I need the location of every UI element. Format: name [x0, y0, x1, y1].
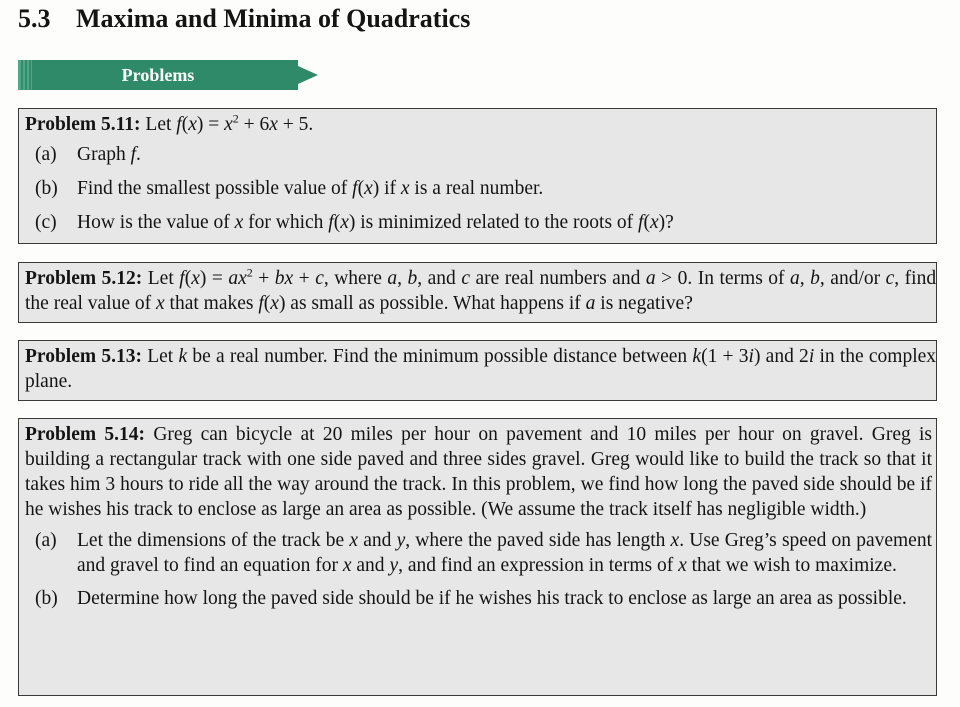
part-text: Graph f. — [77, 144, 141, 165]
problem-statement: Let $f(x) = ax^2$ + bx + c, where a, b, and c are real numbers and a > 0. In terms of a, b, and/or c, find the real value of x that makes f(x) as small as possible. What happens if a is negative? — [25, 265, 937, 314]
problem-label: Problem 5.13: — [25, 346, 142, 367]
problem-statement: Let $f(x) = x^2 + 6x + 5$. — [145, 111, 314, 135]
problem-label: Problem 5.14: — [25, 424, 146, 445]
problem-box-5-11 — [18, 108, 937, 244]
problem-part — [25, 176, 936, 201]
problem-statement: Let k be a real number. Find the minimum possible distance between k(1 + 3i) and 2i in the complex plane. — [25, 346, 937, 392]
problems-banner — [18, 60, 318, 90]
section-number: 5.3 — [18, 4, 51, 33]
problem-statement: Greg can bicycle at 20 miles per hour on pavement and 10 miles per hour on gravel. Greg is building a rectangular track with one side paved and three sides gravel. Greg would like to build the track so that it takes him 3 hours to ride all the way around the track. In this problem, we find how long the paved side should be if he wishes his track to enclose as large an area as possible. (We assume the track itself has negligible width.) — [25, 424, 933, 520]
problem-box-5-13 — [18, 340, 937, 401]
problem-label: Problem 5.12: — [25, 268, 143, 289]
part-label: (b) — [35, 588, 58, 609]
banner-label: Problems — [121, 65, 195, 85]
problem-part — [25, 586, 936, 611]
problem-part — [25, 528, 936, 578]
problem-part — [25, 142, 936, 167]
part-text: Find the smallest possible value of f(x) if x is a real number. — [77, 178, 544, 199]
part-label: (a) — [35, 144, 57, 165]
problem-box-5-14 — [18, 418, 937, 696]
problem-part — [25, 210, 936, 235]
problem-label: Problem 5.11: — [25, 114, 141, 135]
part-label: (b) — [35, 178, 58, 199]
part-text: Determine how long the paved side should be if he wishes his track to enclose as large an area as possible. — [77, 588, 907, 609]
problem-box-5-12 — [18, 262, 937, 323]
section-title: Maxima and Minima of Quadratics — [76, 4, 471, 33]
part-label: (a) — [35, 530, 57, 551]
part-text: Let the dimensions of the track be x and y, where the paved side has length x. Use Greg’s speed on pavement and gravel to find an equation for x and y, and find an expression in terms of x that we wish to maximize. — [77, 530, 933, 576]
part-label: (c) — [35, 212, 57, 233]
part-text: How is the value of x for which f(x) is minimized related to the roots of f(x)? — [77, 212, 674, 233]
section-heading — [18, 4, 470, 34]
